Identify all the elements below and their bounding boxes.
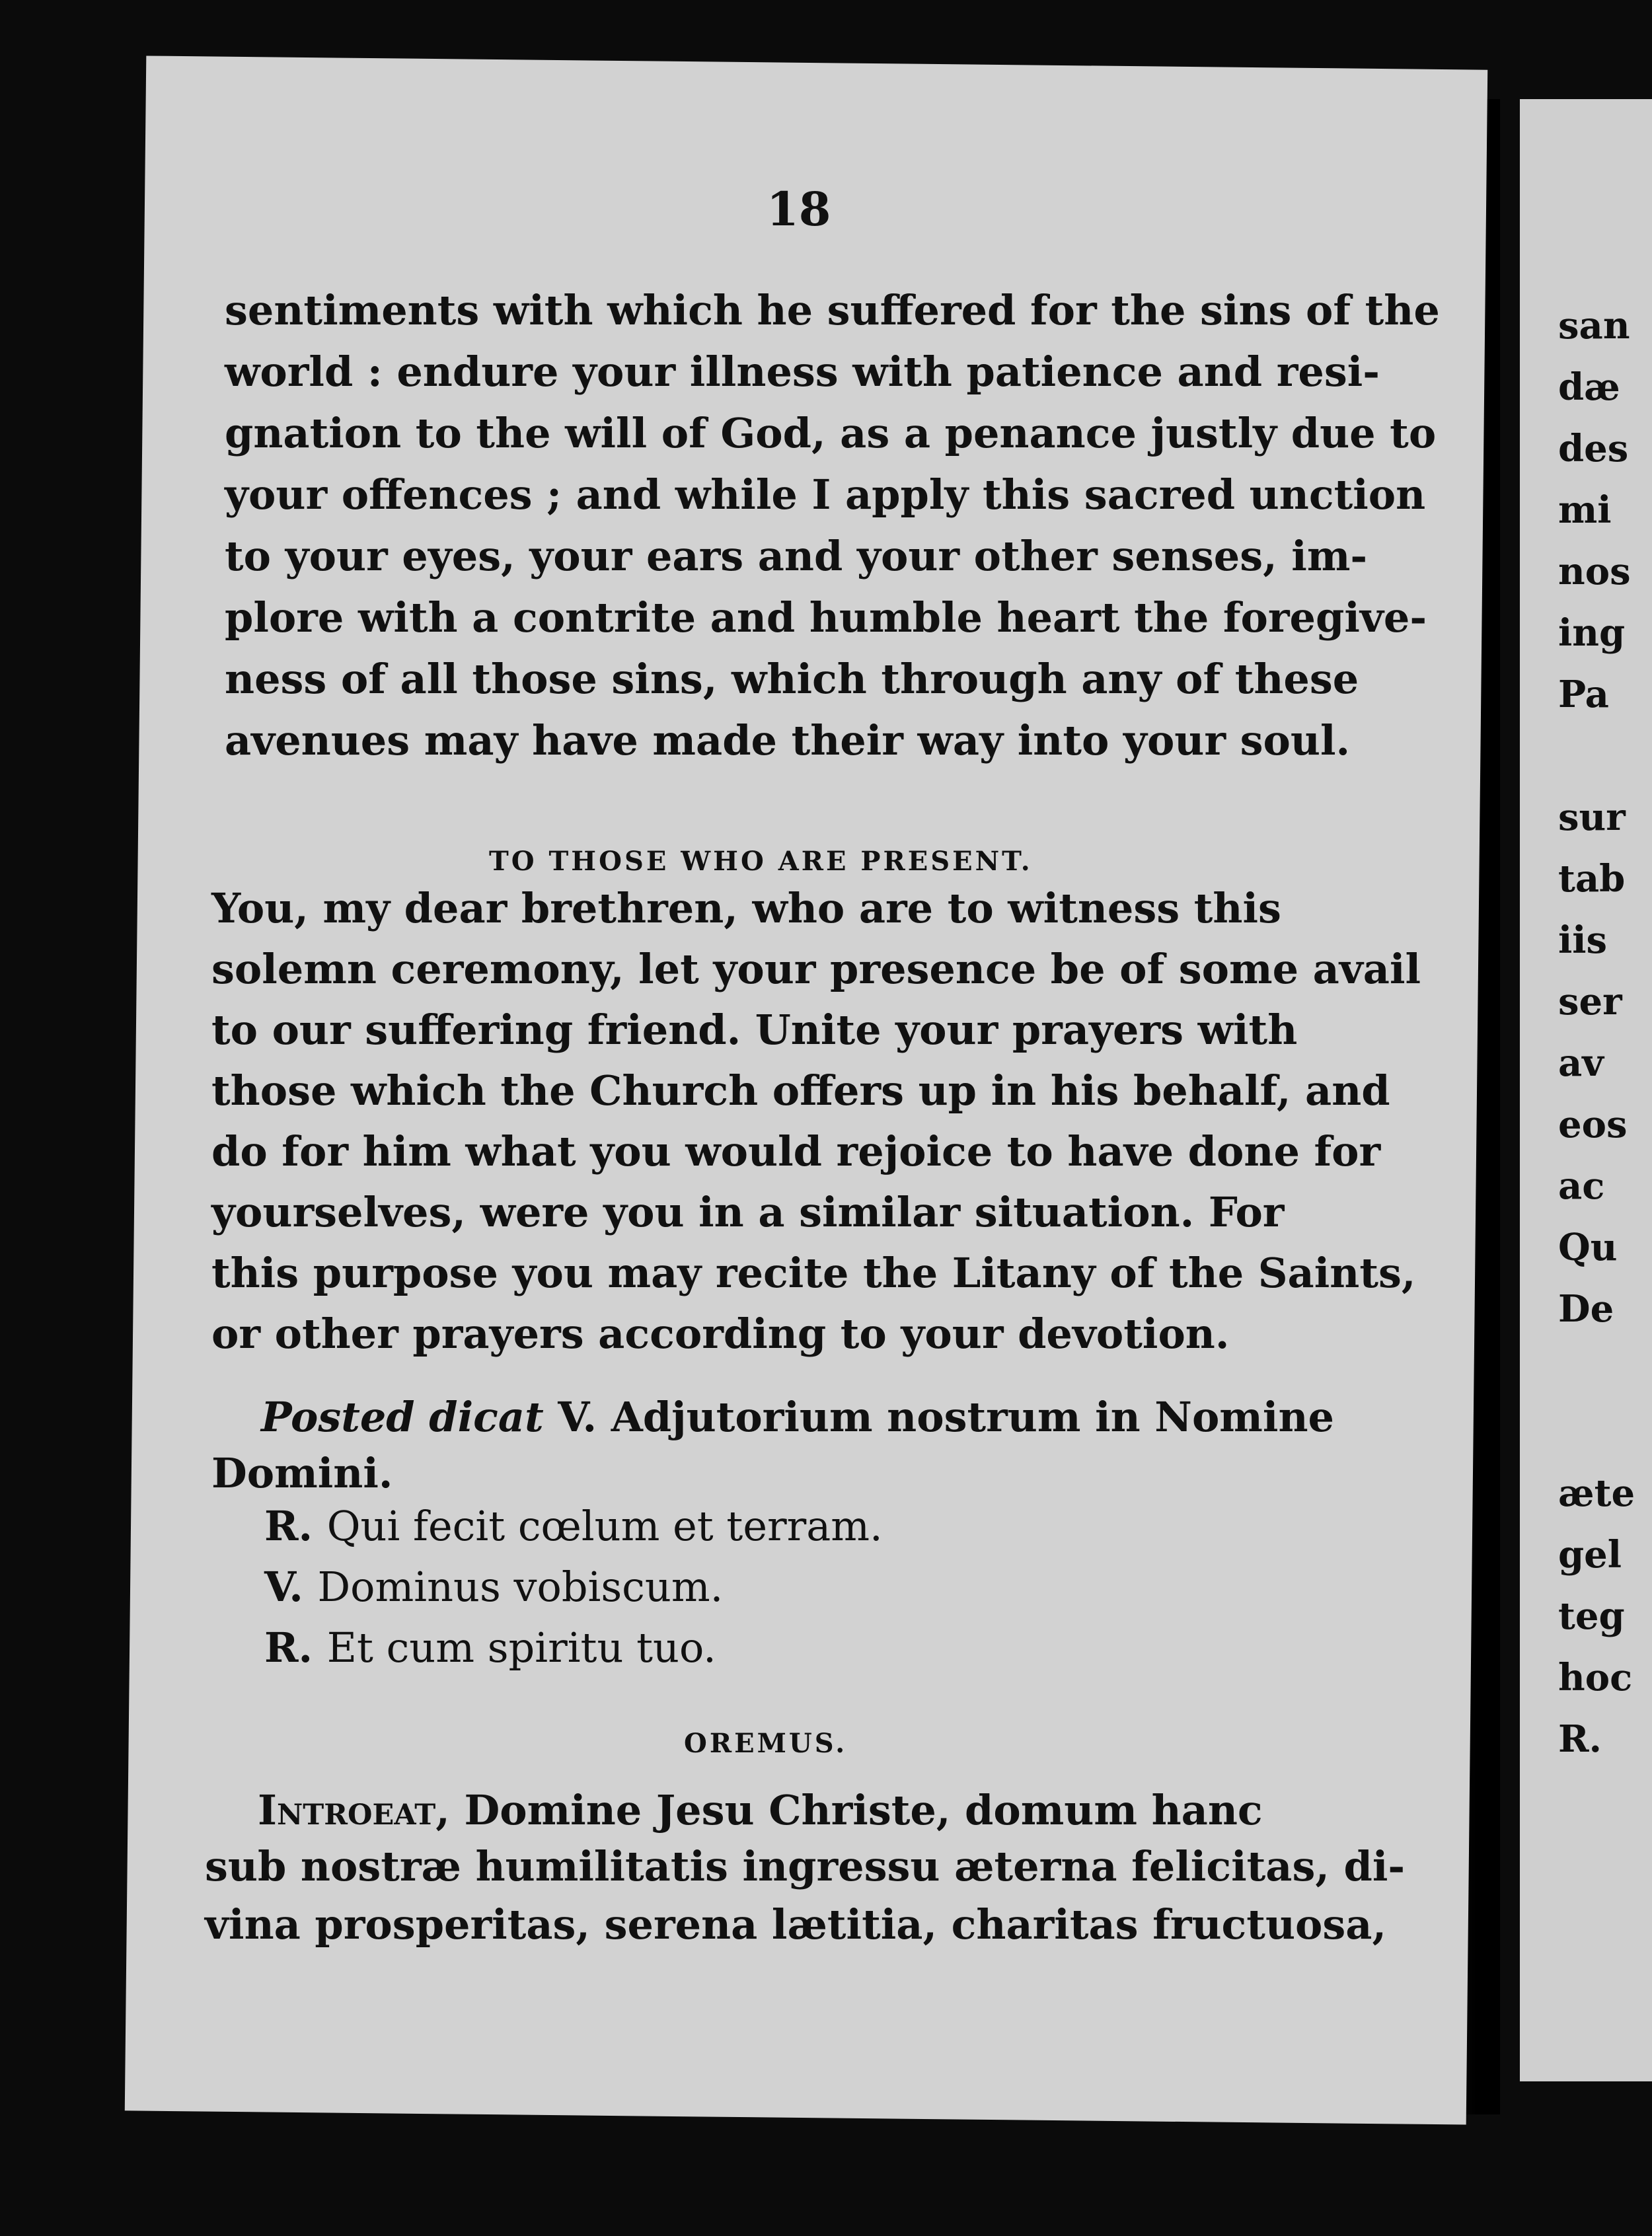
- right-page-fragment: R.: [1558, 1717, 1602, 1761]
- right-page-fragment: ing: [1558, 611, 1626, 655]
- right-page-fragment: sur: [1558, 796, 1626, 839]
- para1-line: world : endure your illness with patience and resi-: [225, 348, 1380, 396]
- rubric-line: [261, 1391, 1398, 1444]
- para1-line: sentiments with which he suffered for the sins of the: [225, 286, 1440, 334]
- oremus-first-word: Introeat,: [258, 1786, 450, 1834]
- versicle-mark: V.: [264, 1563, 318, 1611]
- para2-line: those which the Church offers up in his behalf, and: [211, 1066, 1390, 1115]
- right-page-fragment: dæ: [1558, 365, 1620, 409]
- right-page-fragment: nos: [1558, 550, 1631, 593]
- para2-line: this purpose you may recite the Litany of the Saints,: [211, 1249, 1416, 1297]
- versicle-line: [264, 1561, 1401, 1614]
- oremus-first-line: [258, 1784, 1394, 1837]
- right-page-fragment: Qu: [1558, 1226, 1618, 1269]
- heading-present: TO THOSE WHO ARE PRESENT.: [489, 846, 1033, 877]
- para2-line: yourselves, were you in a similar situation. For: [211, 1188, 1285, 1236]
- page-number: 18: [767, 182, 831, 237]
- right-page-fragment: ac: [1558, 1164, 1605, 1208]
- oremus-line: vina prosperitas, serena lætitia, charitas fructuosa,: [205, 1900, 1387, 1949]
- para2-line: to our suffering friend. Unite your prayers with: [211, 1006, 1298, 1054]
- versicle-mark: R.: [264, 1502, 327, 1550]
- versicle-text: Dominus vobiscum.: [317, 1563, 724, 1611]
- versicle-text: Qui fecit cœlum et terram.: [326, 1502, 883, 1550]
- right-page-fragment: iis: [1558, 918, 1608, 962]
- right-page-fragment: æte: [1558, 1472, 1635, 1515]
- heading-oremus: OREMUS.: [684, 1728, 848, 1759]
- right-page-fragment: eos: [1558, 1103, 1628, 1146]
- right-page-fragment: hoc: [1558, 1656, 1633, 1699]
- para2-line: do for him what you would rejoice to have done for: [211, 1127, 1381, 1175]
- versicle-line: [264, 1500, 1401, 1553]
- versicle-mark: R.: [264, 1623, 327, 1672]
- para1-line: your offences ; and while I apply this sacred unction: [225, 470, 1426, 519]
- right-page-fragment: gel: [1558, 1533, 1622, 1577]
- para2-line: or other prayers according to your devotion.: [211, 1310, 1230, 1358]
- versicle-text: Et cum spiritu tuo.: [326, 1623, 716, 1672]
- para1-line: to your eyes, your ears and your other senses, im-: [225, 532, 1368, 580]
- right-page-fragment: teg: [1558, 1594, 1625, 1638]
- para1-line: ness of all those sins, which through any of these: [225, 655, 1359, 703]
- oremus-line: sub nostræ humilitatis ingressu æterna felicitas, di-: [205, 1842, 1406, 1890]
- rubric-italic: Posted dicat: [261, 1393, 544, 1441]
- para1-line: gnation to the will of God, as a penance justly due to: [225, 409, 1437, 457]
- right-page-fragment: av: [1558, 1041, 1604, 1085]
- oremus-first-rest: Domine Jesu Christe, domum hanc: [449, 1786, 1263, 1834]
- right-page-fragment: De: [1558, 1287, 1614, 1331]
- right-page-fragment: san: [1558, 304, 1630, 348]
- right-page-fragment: tab: [1558, 857, 1626, 901]
- versicle-line: [264, 1621, 1401, 1674]
- right-page-fragment: des: [1558, 427, 1629, 470]
- right-page-fragment: ser: [1558, 980, 1622, 1024]
- right-page-fragment: Pa: [1558, 673, 1609, 716]
- para1-line: avenues may have made their way into your soul.: [225, 716, 1351, 764]
- para1-line: plore with a contrite and humble heart the foregive-: [225, 593, 1427, 642]
- right-page-fragment: mi: [1558, 488, 1612, 532]
- rubric-continuation: Domini.: [211, 1449, 393, 1497]
- para2-line: You, my dear brethren, who are to witness this: [211, 884, 1281, 932]
- para2-line: solemn ceremony, let your presence be of some avail: [211, 945, 1421, 993]
- rubric-text: V. Adjutorium nostrum in Nomine: [543, 1393, 1334, 1441]
